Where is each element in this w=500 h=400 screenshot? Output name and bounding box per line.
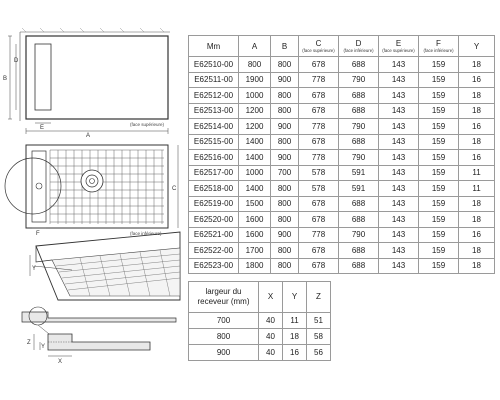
table-row — [189, 196, 495, 212]
table-cell: 58 — [307, 329, 331, 345]
table-cell: 18 — [459, 103, 495, 119]
hatch-mark — [100, 28, 104, 32]
table-cell: 18 — [459, 134, 495, 150]
table-row — [189, 72, 495, 88]
dim-a-label: A — [86, 133, 91, 139]
hatch-mark — [22, 28, 26, 32]
table-row — [189, 345, 331, 361]
table-cell: 790 — [339, 150, 379, 166]
table-cell: 159 — [419, 196, 459, 212]
col-header-a: A — [239, 36, 271, 57]
table-cell: 578 — [299, 165, 339, 181]
table-row — [189, 103, 495, 119]
table-cell: E62523-00 — [189, 258, 239, 274]
table-cell: 678 — [299, 57, 339, 73]
col-header-x: X — [259, 282, 283, 313]
table-cell: 1500 — [239, 196, 271, 212]
table-cell: 1000 — [239, 88, 271, 104]
hatch-mark — [120, 28, 124, 32]
table-row — [189, 119, 495, 135]
table-cell: 800 — [271, 88, 299, 104]
col-header-width-y: Y — [283, 282, 307, 313]
table-cell: E62518-00 — [189, 181, 239, 197]
hatch-mark — [140, 28, 144, 32]
table-cell: 143 — [379, 57, 419, 73]
table-cell: 143 — [379, 165, 419, 181]
table-cell: E62516-00 — [189, 150, 239, 166]
table-cell: E62519-00 — [189, 196, 239, 212]
table-cell: 143 — [379, 243, 419, 259]
table-cell: 790 — [339, 119, 379, 135]
table-cell: 900 — [271, 72, 299, 88]
table-cell: E62521-00 — [189, 227, 239, 243]
table-cell: 143 — [379, 181, 419, 197]
table-cell: 1400 — [239, 181, 271, 197]
table-cell: 1200 — [239, 103, 271, 119]
table-cell: 159 — [419, 165, 459, 181]
table-cell: 800 — [271, 181, 299, 197]
col-header-z: Z — [307, 282, 331, 313]
receiver-width-table-body — [189, 313, 331, 361]
table-cell: 1900 — [239, 72, 271, 88]
hatch-mark — [160, 28, 164, 32]
hatch-mark — [60, 28, 64, 32]
dim-b-label: B — [3, 76, 8, 82]
table-row — [189, 165, 495, 181]
col-header-c: C (face supérieure) — [299, 36, 339, 57]
drawings-svg — [0, 0, 182, 400]
table-cell: 678 — [299, 88, 339, 104]
table-cell: 688 — [339, 212, 379, 228]
table-cell: 143 — [379, 258, 419, 274]
table-cell: 800 — [271, 134, 299, 150]
table-cell: 143 — [379, 103, 419, 119]
table-cell: 40 — [259, 345, 283, 361]
hatch-mark — [80, 28, 84, 32]
table-cell: 800 — [271, 258, 299, 274]
table-cell: 18 — [459, 88, 495, 104]
table-cell: 800 — [271, 212, 299, 228]
table-cell: 688 — [339, 103, 379, 119]
table-cell: 800 — [271, 103, 299, 119]
table-cell: 800 — [271, 196, 299, 212]
table-cell: 159 — [419, 72, 459, 88]
table-cell: 778 — [299, 119, 339, 135]
table-cell: 688 — [339, 196, 379, 212]
top-view-caption: (face supérieure) — [130, 122, 165, 127]
col-header-e-sub: (face supérieure) — [382, 47, 415, 53]
table-cell: 591 — [339, 165, 379, 181]
table-row — [189, 150, 495, 166]
table-cell: E62512-00 — [189, 88, 239, 104]
table-cell: 700 — [271, 165, 299, 181]
table-cell: 800 — [271, 57, 299, 73]
table-cell: E62520-00 — [189, 212, 239, 228]
table-cell: 800 — [189, 329, 259, 345]
table-cell: 143 — [379, 150, 419, 166]
table-cell: 159 — [419, 57, 459, 73]
table-row — [189, 258, 495, 274]
table-cell: 1600 — [239, 212, 271, 228]
col-header-receiver-width: largeur du receveur (mm) — [189, 282, 259, 313]
table-cell: 159 — [419, 212, 459, 228]
table-row — [189, 88, 495, 104]
dim-y-label: Y — [32, 266, 37, 272]
table-cell: E62522-00 — [189, 243, 239, 259]
table-cell: 143 — [379, 212, 419, 228]
table-cell: 1800 — [239, 258, 271, 274]
table-cell: 678 — [299, 196, 339, 212]
table-cell: 16 — [283, 345, 307, 361]
profile-outline-small — [22, 312, 176, 322]
table-cell: 159 — [419, 103, 459, 119]
table-row — [189, 57, 495, 73]
table-cell: 159 — [419, 243, 459, 259]
dim-x-label: X — [58, 359, 63, 365]
dim-e-label: E — [40, 125, 45, 131]
table-cell: 16 — [459, 150, 495, 166]
table-cell: E62517-00 — [189, 165, 239, 181]
table-cell: 18 — [459, 258, 495, 274]
table-cell: 778 — [299, 150, 339, 166]
col-header-c-sub: (face supérieure) — [302, 47, 335, 53]
table-cell: 1000 — [239, 165, 271, 181]
table-cell: 688 — [339, 88, 379, 104]
table-cell: 11 — [283, 313, 307, 329]
bottom-view-outlet-inner — [86, 175, 98, 187]
dimensions-table-header-row — [189, 36, 495, 57]
table-cell: 143 — [379, 72, 419, 88]
table-cell: 688 — [339, 258, 379, 274]
table-cell: 18 — [459, 196, 495, 212]
col-header-f-sub: (face inférieure) — [423, 47, 454, 53]
table-cell: 1200 — [239, 119, 271, 135]
hatch-mark — [40, 28, 44, 32]
dim-d-label: D — [14, 58, 19, 64]
table-cell: 778 — [299, 72, 339, 88]
table-cell: 143 — [379, 88, 419, 104]
dim-profile-y-label: Y — [41, 344, 46, 350]
table-cell: 11 — [459, 165, 495, 181]
table-cell: 159 — [419, 119, 459, 135]
table-cell: 1600 — [239, 227, 271, 243]
table-cell: 678 — [299, 103, 339, 119]
table-cell: 1400 — [239, 134, 271, 150]
table-cell: 16 — [459, 227, 495, 243]
table-cell: 159 — [419, 227, 459, 243]
bottom-view-channel — [32, 151, 46, 222]
table-row — [189, 227, 495, 243]
table-cell: E62511-00 — [189, 72, 239, 88]
bottom-view-drain-hole — [36, 183, 42, 189]
top-view-drawing — [3, 28, 170, 139]
table-row — [189, 134, 495, 150]
table-cell: 159 — [419, 258, 459, 274]
table-cell: 678 — [299, 134, 339, 150]
table-row — [189, 243, 495, 259]
table-cell: 159 — [419, 134, 459, 150]
table-cell: 143 — [379, 134, 419, 150]
table-cell: 159 — [419, 150, 459, 166]
dimensions-table-body — [189, 57, 495, 274]
corner-detail-drawing — [30, 232, 180, 300]
dim-c-label: C — [172, 186, 177, 192]
table-cell: E62515-00 — [189, 134, 239, 150]
table-cell: 16 — [459, 119, 495, 135]
dimensions-table — [188, 35, 495, 274]
table-cell: 18 — [283, 329, 307, 345]
table-cell: 18 — [459, 243, 495, 259]
table-cell: E62510-00 — [189, 57, 239, 73]
col-header-f: F (face inférieure) — [419, 36, 459, 57]
table-cell: 159 — [419, 181, 459, 197]
table-cell: 688 — [339, 134, 379, 150]
table-cell: 143 — [379, 119, 419, 135]
top-view-drain-channel — [35, 44, 51, 110]
dim-z-label: Z — [27, 340, 31, 346]
table-cell: 591 — [339, 181, 379, 197]
table-cell: 40 — [259, 329, 283, 345]
table-row — [189, 212, 495, 228]
table-cell: 790 — [339, 72, 379, 88]
table-cell: 800 — [239, 57, 271, 73]
table-cell: 16 — [459, 72, 495, 88]
table-cell: 688 — [339, 243, 379, 259]
table-cell: 56 — [307, 345, 331, 361]
table-cell: 678 — [299, 243, 339, 259]
table-cell: 143 — [379, 227, 419, 243]
col-header-d: D (face inférieure) — [339, 36, 379, 57]
col-header-y: Y — [459, 36, 495, 57]
col-header-mm: Mm — [189, 36, 239, 57]
table-row — [189, 329, 331, 345]
table-cell: E62513-00 — [189, 103, 239, 119]
table-cell: 678 — [299, 212, 339, 228]
table-cell: 790 — [339, 227, 379, 243]
table-cell: 900 — [189, 345, 259, 361]
technical-drawings — [0, 0, 182, 400]
table-cell: 900 — [271, 150, 299, 166]
table-cell: 51 — [307, 313, 331, 329]
profile-section-drawing — [22, 307, 176, 365]
table-cell: 1700 — [239, 243, 271, 259]
table-cell: 900 — [271, 227, 299, 243]
table-cell: E62514-00 — [189, 119, 239, 135]
bottom-view-caption: (face inférieure) — [130, 231, 162, 236]
dim-f-label: F — [36, 231, 40, 237]
detail-magnifier-circle — [5, 158, 61, 214]
table-cell: 18 — [459, 57, 495, 73]
receiver-width-table — [188, 281, 331, 361]
col-header-e: E (face supérieure) — [379, 36, 419, 57]
bottom-view-rib-grid — [50, 150, 164, 224]
table-cell: 778 — [299, 227, 339, 243]
table-cell: 900 — [271, 119, 299, 135]
table-cell: 678 — [299, 258, 339, 274]
table-cell: 159 — [419, 88, 459, 104]
detail-grid-area — [52, 248, 180, 296]
table-cell: 11 — [459, 181, 495, 197]
table-row — [189, 181, 495, 197]
col-header-b: B — [271, 36, 299, 57]
table-cell: 143 — [379, 196, 419, 212]
table-row — [189, 313, 331, 329]
table-cell: 40 — [259, 313, 283, 329]
col-header-d-sub: (face inférieure) — [343, 47, 374, 53]
receiver-width-table-header-row — [189, 282, 331, 313]
table-cell: 700 — [189, 313, 259, 329]
bottom-view-drawing — [5, 145, 178, 237]
top-view-outline — [26, 36, 168, 119]
table-cell: 18 — [459, 212, 495, 228]
table-cell: 1400 — [239, 150, 271, 166]
detail-edge — [36, 246, 52, 262]
table-cell: 800 — [271, 243, 299, 259]
table-cell: 688 — [339, 57, 379, 73]
table-cell: 578 — [299, 181, 339, 197]
